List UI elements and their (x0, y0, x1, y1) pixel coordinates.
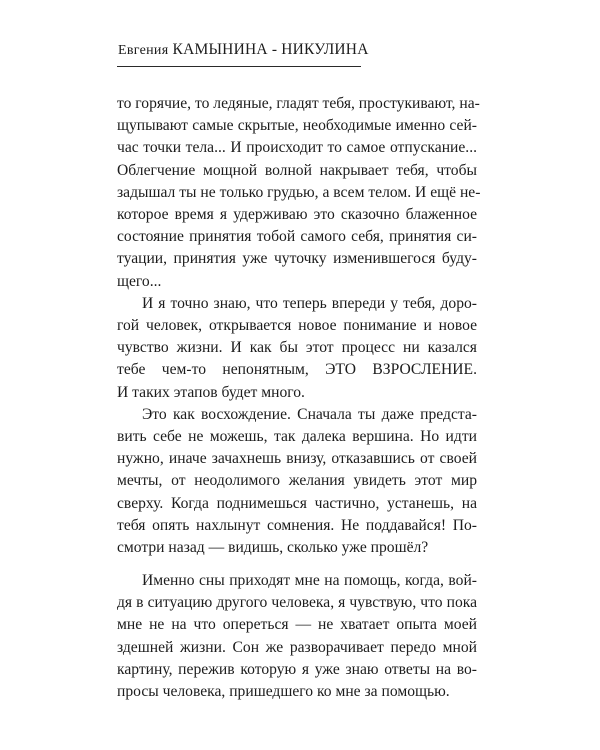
running-header (118, 40, 438, 61)
header-rule (117, 66, 361, 67)
paragraph-2 (117, 293, 477, 404)
text-line: тебе чем-то непонятным, ЭТО ВЗРОСЛЕНИЕ. (117, 361, 477, 379)
text-line: И я точно знаю, что теперь впереди у тебя, доро- (142, 294, 477, 312)
text-line: сверху. Когда поднимешься частично, устанешь, на (117, 494, 477, 512)
text-line: чувство жизни. И как бы этот процесс ни казался (117, 339, 477, 357)
text-line: туации, принятия уже чуточку изменившегося буду- (117, 250, 477, 268)
text-line: гой человек, открывается новое понимание и новое (117, 316, 477, 334)
text-line: мечты, от неодолимого желания увидеть этот мир (117, 472, 477, 490)
text-line: щупывают самые скрытые, необходимые именно сей- (117, 117, 477, 135)
paragraph-4 (117, 570, 477, 703)
text-line: то горячие, то ледяные, гладят тебя, простукивают, на- (117, 95, 480, 112)
text-line: Именно сны приходят мне на помощь, когда, вой- (142, 572, 477, 589)
text-line: Облегчение мощной волной накрывает тебя, чтобы (117, 161, 477, 179)
text-line: нужно, иначе зачахнешь внизу, отказавшись от своей (117, 450, 477, 468)
paragraph-1 (117, 93, 481, 293)
paragraph-3 (117, 404, 477, 559)
text-line: мне не на что опереться — не хватает опыта моей (117, 616, 477, 634)
text-line: щего... (117, 272, 162, 290)
author-first-name: Евгения (118, 43, 169, 58)
author-last-name: КАМЫНИНА - НИКУЛИНА (172, 41, 369, 58)
text-line: просы человека, пришедшего ко мне за помощью. (117, 682, 450, 700)
text-line: задышал ты не только грудью, а всем телом. И ещё не- (117, 183, 481, 201)
text-line: состояние принятия тобой самого себя, принятия си- (117, 228, 477, 246)
text-line: И таких этапов будет много. (117, 383, 305, 401)
text-line: час точки тела... И происходит то самое отпускание... (117, 139, 477, 157)
text-line: картину, пережив которую я уже знаю ответы на во- (117, 660, 477, 678)
text-line: смотри назад — видишь, сколько уже прошёл? (117, 538, 429, 556)
text-line: Это как восхождение. Сначала ты даже предста- (142, 405, 477, 423)
text-line: которое время я удерживаю это сказочно блаженное (117, 205, 477, 223)
text-line: вить себе не можешь, так далека вершина. Но идти (117, 427, 477, 445)
text-line: тебя опять нахлынут сомнения. Не поддавайся! По- (117, 516, 477, 534)
text-line: дя в ситуацию другого человека, я чувствую, что пока (117, 594, 477, 612)
text-line: здешней жизни. Сон же разворачивает передо мной (117, 638, 477, 656)
